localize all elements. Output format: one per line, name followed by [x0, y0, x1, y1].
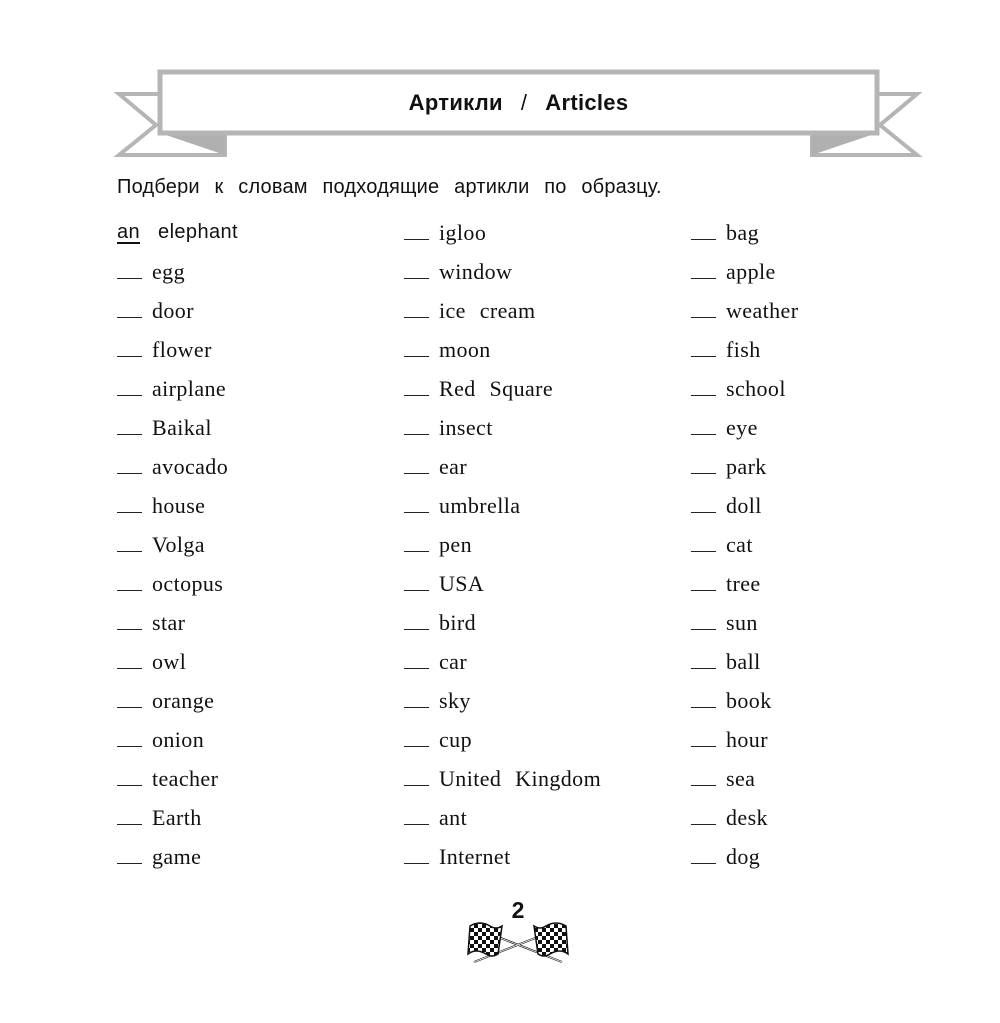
- word-row: [404, 525, 601, 564]
- article-blank[interactable]: [117, 854, 142, 864]
- article-blank[interactable]: [117, 269, 142, 279]
- word-row: [404, 681, 601, 720]
- example-row: [117, 213, 238, 252]
- article-blank[interactable]: [691, 347, 716, 357]
- article-blank[interactable]: [691, 698, 716, 708]
- article-blank[interactable]: [691, 425, 716, 435]
- word-row: [404, 213, 601, 252]
- word-label: Earth: [152, 804, 202, 830]
- word-label: octopus: [152, 570, 224, 596]
- article-blank[interactable]: [404, 503, 429, 513]
- word-row: [691, 486, 798, 525]
- article-blank[interactable]: [691, 230, 716, 240]
- article-blank[interactable]: [691, 308, 716, 318]
- word-label: dog: [726, 843, 761, 869]
- word-label: orange: [152, 687, 215, 713]
- word-row: [691, 291, 798, 330]
- word-row: [404, 447, 601, 486]
- article-blank[interactable]: [691, 386, 716, 396]
- word-row: [117, 720, 238, 759]
- word-label: avocado: [152, 453, 229, 479]
- article-blank[interactable]: [691, 542, 716, 552]
- word-label: park: [726, 453, 767, 479]
- article-blank[interactable]: [404, 425, 429, 435]
- word-row: [404, 603, 601, 642]
- instruction-text: Подбери к словам подходящие артикли по образцу.: [117, 176, 662, 198]
- title-ru: Артикли: [408, 90, 503, 115]
- word-label: egg: [152, 258, 185, 284]
- article-blank[interactable]: [117, 815, 142, 825]
- word-row: [404, 369, 601, 408]
- word-row: [117, 330, 238, 369]
- article-blank[interactable]: [117, 503, 142, 513]
- word-label: school: [726, 375, 786, 401]
- word-label: cat: [726, 531, 753, 557]
- article-blank[interactable]: [691, 815, 716, 825]
- word-label: sky: [439, 687, 471, 713]
- article-blank[interactable]: [117, 386, 142, 396]
- article-blank[interactable]: [404, 776, 429, 786]
- word-label: car: [439, 648, 468, 674]
- article-blank[interactable]: [404, 269, 429, 279]
- word-label: tree: [726, 570, 761, 596]
- word-row: [404, 408, 601, 447]
- word-row: [404, 720, 601, 759]
- title-separator: /: [520, 90, 528, 115]
- word-row: [691, 252, 798, 291]
- word-row: [691, 525, 798, 564]
- word-label: Volga: [152, 531, 205, 557]
- article-blank[interactable]: [404, 620, 429, 630]
- article-blank[interactable]: [691, 464, 716, 474]
- article-blank[interactable]: [404, 230, 429, 240]
- word-row: [117, 603, 238, 642]
- word-label: Internet: [439, 843, 511, 869]
- word-row: [404, 642, 601, 681]
- word-row: [691, 642, 798, 681]
- article-blank[interactable]: [117, 659, 142, 669]
- article-blank[interactable]: [404, 542, 429, 552]
- checkered-flags-icon: [462, 912, 574, 968]
- word-label: weather: [726, 297, 799, 323]
- word-label: bag: [726, 219, 759, 245]
- word-row: [691, 369, 798, 408]
- word-label: ant: [439, 804, 468, 830]
- word-label: fish: [726, 336, 761, 362]
- word-row: [404, 759, 601, 798]
- example-article: an: [117, 221, 141, 243]
- word-row: [691, 564, 798, 603]
- article-blank[interactable]: [117, 425, 142, 435]
- article-blank[interactable]: [691, 854, 716, 864]
- word-row: [117, 369, 238, 408]
- article-blank[interactable]: [117, 776, 142, 786]
- word-row: [117, 681, 238, 720]
- word-row: [691, 447, 798, 486]
- title-en: Articles: [545, 90, 629, 115]
- word-row: [691, 408, 798, 447]
- article-blank[interactable]: [404, 386, 429, 396]
- word-label: Baikal: [152, 414, 212, 440]
- article-blank[interactable]: [117, 698, 142, 708]
- article-blank[interactable]: [404, 347, 429, 357]
- word-label: desk: [726, 804, 768, 830]
- article-blank[interactable]: [691, 776, 716, 786]
- article-blank[interactable]: [117, 542, 142, 552]
- article-blank[interactable]: [404, 854, 429, 864]
- word-row: [117, 291, 238, 330]
- word-label: star: [152, 609, 186, 635]
- word-label: window: [439, 258, 513, 284]
- word-row: [117, 525, 238, 564]
- word-label: umbrella: [439, 492, 521, 518]
- word-label: hour: [726, 726, 768, 752]
- article-blank[interactable]: [404, 815, 429, 825]
- word-label: igloo: [439, 219, 487, 245]
- word-row: [691, 837, 798, 876]
- word-label: onion: [152, 726, 205, 752]
- word-row: [117, 408, 238, 447]
- article-blank[interactable]: [117, 464, 142, 474]
- word-row: [117, 486, 238, 525]
- article-blank[interactable]: [691, 503, 716, 513]
- word-row: [117, 837, 238, 876]
- word-label: house: [152, 492, 206, 518]
- word-label: book: [726, 687, 772, 713]
- word-label: apple: [726, 258, 776, 284]
- word-label: Red Square: [439, 375, 554, 401]
- word-label: teacher: [152, 765, 219, 791]
- word-row: [404, 330, 601, 369]
- word-label: pen: [439, 531, 472, 557]
- word-column-2: [404, 213, 601, 876]
- word-label: USA: [439, 570, 485, 596]
- page-number: 2: [511, 897, 525, 923]
- article-blank[interactable]: [117, 737, 142, 747]
- word-row: [691, 759, 798, 798]
- article-blank[interactable]: [117, 620, 142, 630]
- article-blank[interactable]: [404, 464, 429, 474]
- word-label: ice cream: [439, 297, 536, 323]
- word-row: [691, 681, 798, 720]
- word-label: bird: [439, 609, 477, 635]
- word-label: United Kingdom: [439, 765, 602, 791]
- word-row: [691, 798, 798, 837]
- word-row: [117, 564, 238, 603]
- word-label: doll: [726, 492, 762, 518]
- word-row: [117, 798, 238, 837]
- word-column-3: [691, 213, 798, 876]
- word-label: ball: [726, 648, 761, 674]
- word-label: ear: [439, 453, 468, 479]
- word-row: [691, 213, 798, 252]
- word-row: [404, 291, 601, 330]
- page-title: [160, 82, 877, 124]
- word-label: insect: [439, 414, 493, 440]
- word-column-1: [117, 213, 238, 876]
- word-row: [691, 720, 798, 759]
- word-row: [691, 330, 798, 369]
- word-row: [404, 564, 601, 603]
- word-label: cup: [439, 726, 472, 752]
- word-row: [404, 252, 601, 291]
- word-label: moon: [439, 336, 491, 362]
- word-row: [117, 759, 238, 798]
- word-label: eye: [726, 414, 758, 440]
- article-blank[interactable]: [691, 269, 716, 279]
- word-row: [404, 798, 601, 837]
- article-blank[interactable]: [691, 737, 716, 747]
- word-row: [404, 486, 601, 525]
- article-blank[interactable]: [404, 698, 429, 708]
- article-blank[interactable]: [691, 620, 716, 630]
- word-row: [404, 837, 601, 876]
- word-row: [117, 252, 238, 291]
- article-blank[interactable]: [404, 581, 429, 591]
- article-blank[interactable]: [117, 581, 142, 591]
- article-blank[interactable]: [404, 659, 429, 669]
- article-blank[interactable]: [404, 308, 429, 318]
- article-blank[interactable]: [117, 347, 142, 357]
- word-label: flower: [152, 336, 212, 362]
- word-row: [117, 447, 238, 486]
- article-blank[interactable]: [117, 308, 142, 318]
- article-blank[interactable]: [404, 737, 429, 747]
- example-word: elephant: [158, 221, 238, 243]
- word-label: door: [152, 297, 194, 323]
- word-label: owl: [152, 648, 187, 674]
- article-blank[interactable]: [691, 581, 716, 591]
- word-row: [691, 603, 798, 642]
- word-label: game: [152, 843, 202, 869]
- article-blank[interactable]: [691, 659, 716, 669]
- word-label: sun: [726, 609, 758, 635]
- word-label: airplane: [152, 375, 227, 401]
- word-label: sea: [726, 765, 756, 791]
- word-row: [117, 642, 238, 681]
